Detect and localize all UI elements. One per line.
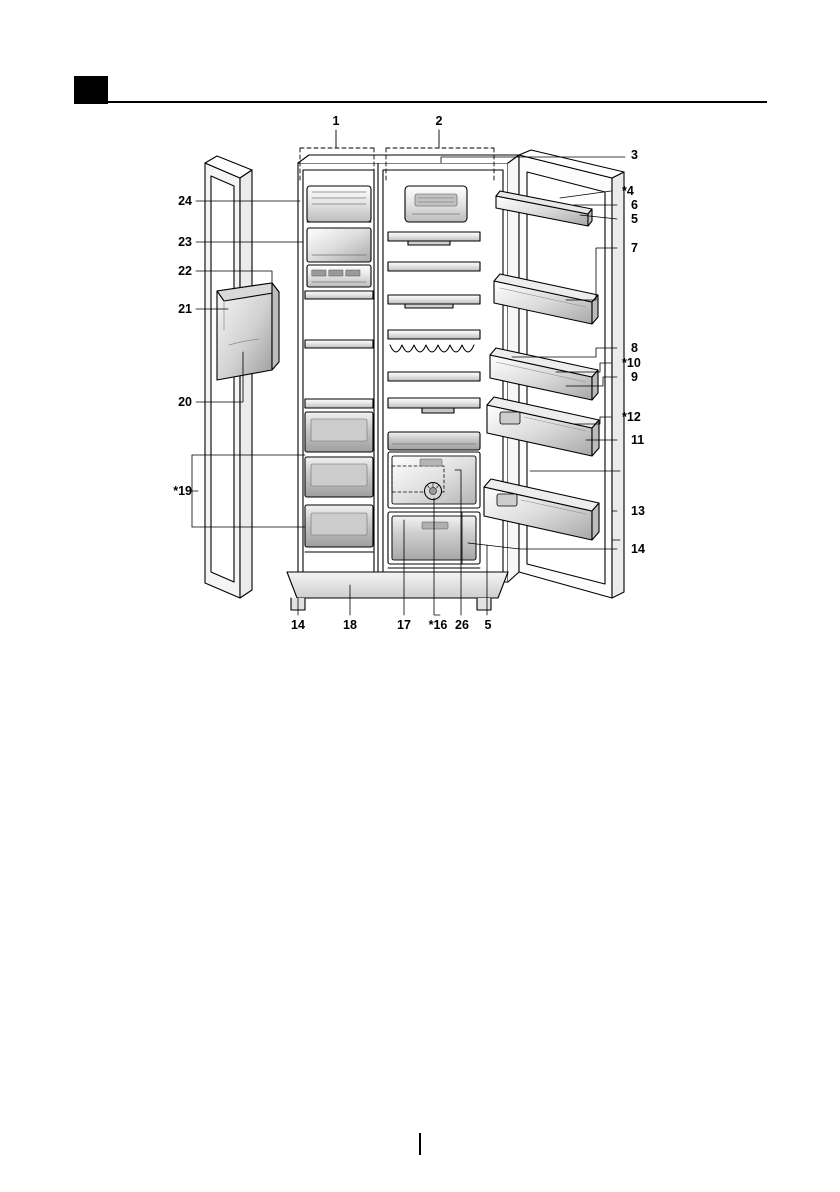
footer-page-rule <box>419 1133 421 1155</box>
freezer-drawer-2 <box>305 457 373 497</box>
callout-8: 8 <box>631 340 638 355</box>
callout-4: *4 <box>622 183 634 198</box>
base-plinth <box>287 572 508 610</box>
callout-22: 22 <box>178 263 192 278</box>
callout-14-right: 14 <box>631 541 645 556</box>
callout-18: 18 <box>343 617 357 632</box>
callout-5-top: 5 <box>631 211 638 226</box>
humidity-control-dial <box>425 483 442 500</box>
callout-20: 20 <box>178 394 192 409</box>
callout-21: 21 <box>178 301 192 316</box>
callout-16: *16 <box>428 617 448 632</box>
freezer-drawer-3 <box>305 505 373 547</box>
callout-3: 3 <box>631 147 638 162</box>
callout-14-bottom: 14 <box>291 617 305 632</box>
freezer-shelf-3 <box>305 399 373 408</box>
callout-17: 17 <box>397 617 411 632</box>
freezer-door-open <box>205 156 279 598</box>
callout-section-2: 2 <box>435 113 443 128</box>
callout-19: *19 <box>173 483 192 498</box>
freezer-compartment <box>303 170 374 576</box>
callout-section-1: 1 <box>332 113 340 128</box>
callout-6: 6 <box>631 197 638 212</box>
fridge-shelf-c <box>388 372 480 381</box>
freezer-drawer-1 <box>305 412 373 452</box>
callout-11: 11 <box>631 432 645 447</box>
fridge-light-module <box>405 186 467 222</box>
callout-23: 23 <box>178 234 192 249</box>
callout-9: 9 <box>631 369 638 384</box>
water-ice-dispenser <box>217 283 279 380</box>
callout-26: 26 <box>455 617 469 632</box>
freezer-shelf-2 <box>305 340 373 348</box>
callout-5-bottom: 5 <box>484 617 492 632</box>
callout-24: 24 <box>178 193 192 208</box>
callout-10: *10 <box>622 355 641 370</box>
fridge-crisper-top <box>388 432 480 450</box>
callout-12: *12 <box>622 409 641 424</box>
section-tick-lines <box>336 130 439 148</box>
freezer-upper-bin <box>307 228 371 262</box>
callout-13: 13 <box>631 503 645 518</box>
callout-7: 7 <box>631 240 638 255</box>
freezer-small-trays <box>307 265 371 287</box>
fridge-shelf-a <box>388 262 480 271</box>
freezer-shelf-1 <box>305 291 373 299</box>
